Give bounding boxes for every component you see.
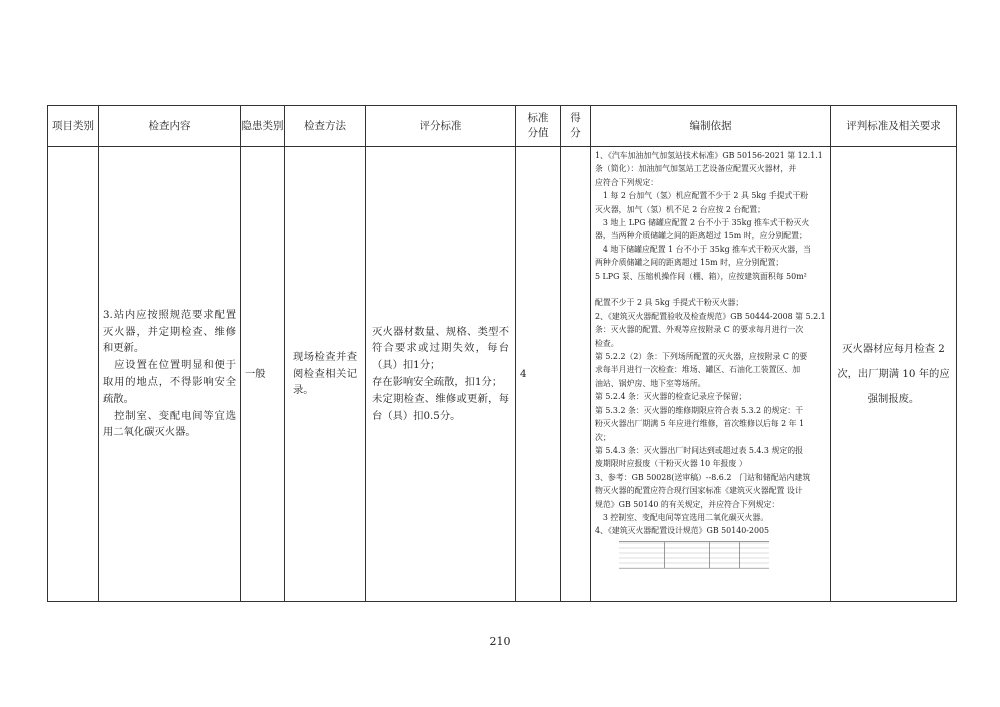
basis-line: 2、《建筑灭火器配置验收及检查规范》GB 50444-2008 第 5.2.1 [595,311,826,321]
content-paragraph: 控制室、变配电间等宜选用二氧化碳灭火器。 [103,409,236,439]
basis-line: 4 地下储罐应配置 1 台不小于 35kg 推车式干粉灭火器，当 [595,244,812,254]
basis-line: 1 每 2 台加气（氢）机应配置不少于 2 具 5kg 手提式干粉 [595,191,809,201]
basis-line: 条：灭火器的配置、外观等应按附录 C 的要求每月进行一次 [595,325,804,335]
cell-basis [591,147,831,602]
header-standard-score: 标准分值 [516,106,561,147]
inspection-table [47,105,957,602]
basis-line: 求每半月进行一次检查：堆场、罐区、石油化工装置区、加 [595,365,801,375]
basis-line: 第 5.4.3 条：灭火器出厂时间达到或超过表 5.4.3 规定的报 [595,445,804,455]
cell-requirement: 灭火器材应每月检查 2 次，出厂期满 10 年的应强制报废。 [831,147,957,602]
basis-line: 应符合下列规定： [595,177,659,187]
scoring-item: 未定期检查、维修或更新，每台（具）扣0.5分。 [372,392,509,422]
cell-hazard-type: 一般 [241,147,285,602]
basis-line: 第 5.3.2 条：灭火器的维修期限应符合表 5.3.2 的规定：干 [595,405,804,415]
basis-line: 废期限时应报废（干粉灭火器 10 年报废 ） [595,459,747,469]
header-category: 项目类别 [48,106,99,147]
basis-line: 器，当两种介质储罐之间的距离超过 15m 时，应分别配置； [595,231,807,241]
basis-line: 3 地上 LPG 储罐应配置 2 台不小于 35kg 推车式干粉灭火 [595,218,810,228]
header-basis: 编制依据 [591,106,831,147]
basis-line: 规范》GB 50140 的有关规定，并应符合下列规定： [595,499,780,509]
basis-line: 灭火器，加气（氢）机不足 2 台应按 2 台配置； [595,204,765,214]
header-hazard-type: 隐患类别 [241,106,285,147]
table-row [48,147,957,602]
basis-line: 检查。 [595,338,619,348]
header-row [48,106,957,147]
basis-line: 5 LPG 泵、压缩机操作间（棚、箱），应按建筑面积每 50m² [595,271,807,281]
header-requirement: 评判标准及相关要求 [831,106,957,147]
basis-line: 3 控制室、变配电间等宜选用二氧化碳灭火器。 [595,512,769,522]
content-paragraph: 应设置在位置明显和便于取用的地点，不得影响安全疏散。 [103,359,236,405]
scoring-item: 灭火器材数量、规格、类型不符合要求或过期失效，每台（具）扣1分； [372,325,509,372]
header-scoring: 评分标准 [366,106,516,147]
basis-line [595,283,826,296]
basis-line: 4、《建筑灭火器配置设计规范》GB 50140-2005 [595,526,769,536]
basis-line: 次； [595,432,611,442]
basis-line: 第 5.2.2（2）条：下列场所配置的灭火器，应按附录 C 的要 [595,352,808,362]
cell-score [561,147,591,602]
basis-line: 第 5.2.4 条：灭火器的检查记录应予保留； [595,392,747,402]
cell-content [99,147,241,602]
basis-line: 条（简化）：加油加气加氢站工艺设备应配置灭火器材，并 [595,164,797,174]
basis-line: 油站、锅炉房、地下室等场所。 [595,378,706,388]
basis-line: 两种介质储罐之间的距离超过 15m 时，应分别配置； [595,258,784,268]
scoring-item: 存在影响安全疏散，扣1分； [372,376,503,388]
basis-line: 物灭火器的配置应符合现行国家标准《建筑灭火器配置 设计 [595,486,803,496]
cell-scoring [366,147,516,602]
basis-line: 粉灭火器出厂期满 5 年应进行维修，首次维修以后每 2 年 1 [595,419,805,429]
header-score: 得分 [561,106,591,147]
basis-line: 3、参考：GB 50028(送审稿）--8.6.2 门站和储配站内建筑 [595,472,811,482]
basis-line: 1、《汽车加油加气加氢站技术标准》GB 50156-2021 第 12.1.1 [595,151,823,160]
cell-standard-score: 4 [516,147,561,602]
header-content: 检查内容 [99,106,241,147]
basis-lines [595,149,826,538]
page-number: 210 [489,635,511,648]
embedded-table-image [619,541,769,569]
cell-category [48,147,99,602]
header-method: 检查方法 [285,106,366,147]
cell-method: 现场检查并查阅检查相关记录。 [285,147,366,602]
content-paragraph: 3.站内应按照规范要求配置灭火器，并定期检查、维修和更新。 [103,308,236,355]
basis-line: 配置不少于 2 具 5kg 手提式干粉灭火器； [595,298,744,308]
